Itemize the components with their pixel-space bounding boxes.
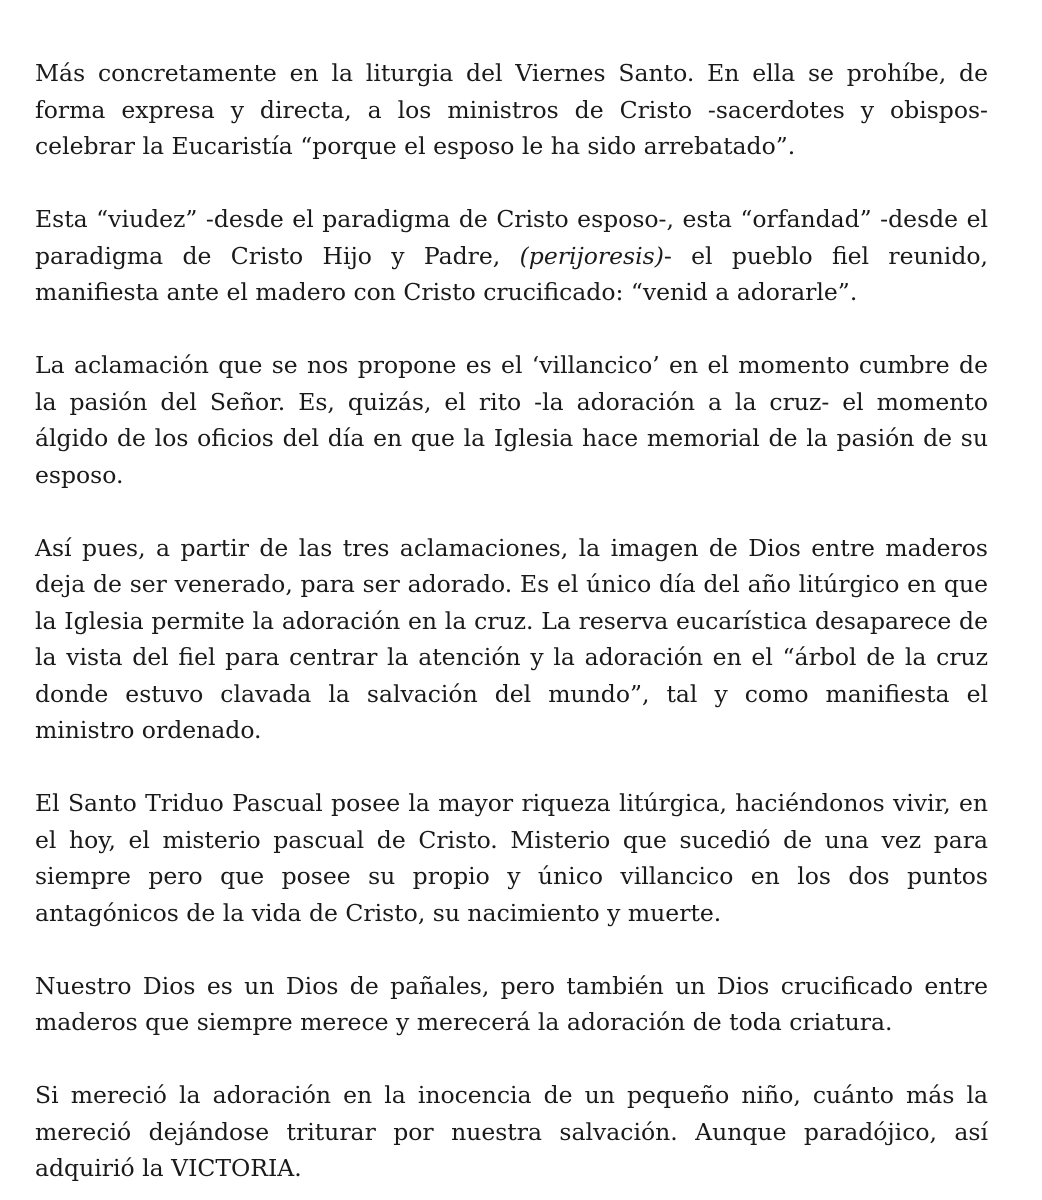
paragraph-3: La aclamación que se nos propone es el ‘villancico’ en el momento cumbre de la pasión del Señor. Es, quizás, el rito -la adoración a la cruz- el momento álgido de los oficios del día en que la Iglesia hace memorial de la pasión de su esposo.: [35, 351, 988, 489]
paragraph-2: [35, 201, 988, 311]
paragraph-1: Más concretamente en la liturgia del Viernes Santo. En ella se prohíbe, de forma expresa y directa, a los ministros de Cristo -sacerdotes y obispos- celebrar la Eucaristía “porque el esposo le ha sido arrebatado”.: [35, 59, 988, 160]
paragraph-7: Si mereció la adoración en la inocencia de un pequeño niño, cuánto más la mereció dejándose triturar por nuestra salvación. Aunque paradójico, así adquirió la VICTORIA.: [35, 1081, 988, 1182]
paragraph-4: Así pues, a partir de las tres aclamaciones, la imagen de Dios entre maderos deja de ser venerado, para ser adorado. Es el único día del año litúrgico en que la Iglesia permite la adoración en la cruz. La reserva eucarística desaparece de la vista del fiel para centrar la atención y la adoración en el “árbol de la cruz donde estuvo clavada la salvación del mundo”, tal y como manifiesta el ministro ordenado.: [35, 533, 988, 744]
paragraph-6: Nuestro Dios es un Dios de pañales, pero también un Dios crucificado entre maderos que siempre merece y merecerá la adoración de toda criatura.: [35, 971, 988, 1036]
paragraph-2-part-b: - el pueblo fiel reunido, manifiesta ante el madero con Cristo crucificado: “venid a adorarle”.: [35, 241, 988, 306]
paragraph-2-italic-term: (perijoresis): [519, 241, 664, 270]
paragraph-2-part-a: Esta “viudez” -desde el paradigma de Cristo esposo-, esta “orfandad” -desde el paradigma de Cristo Hijo y Padre,: [35, 205, 988, 270]
document-page: [35, 55, 988, 1187]
paragraph-5: El Santo Triduo Pascual posee la mayor riqueza litúrgica, haciéndonos vivir, en el hoy, el misterio pascual de Cristo. Misterio que sucedió de una vez para siempre pero que posee su propio y único villancico en los dos puntos antagónicos de la vida de Cristo, su nacimiento y muerte.: [35, 789, 988, 927]
